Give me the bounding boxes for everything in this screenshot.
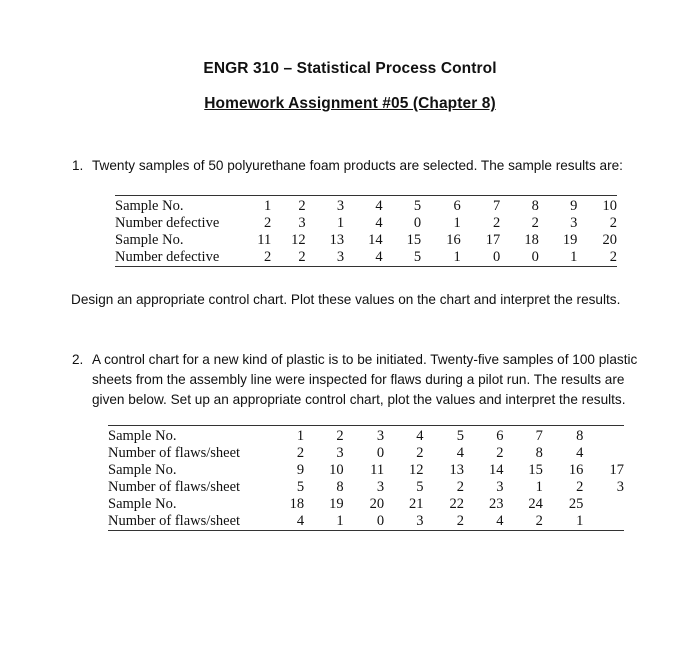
table-cell: 3: [298, 215, 306, 231]
table-cell: 19: [329, 496, 344, 512]
q2-number: 2.: [72, 352, 84, 367]
table-cell: 7: [535, 428, 543, 444]
row-label: Number of flaws/sheet: [108, 479, 241, 495]
table-cell: 2: [531, 215, 539, 231]
table-cell: 4: [576, 445, 584, 461]
table-cell: 3: [416, 513, 424, 529]
table-cell: 10: [329, 462, 344, 478]
table-cell: 4: [296, 513, 305, 529]
table-cell: [583, 496, 624, 513]
table-cell: 0: [493, 249, 501, 265]
table-cell: 20: [602, 232, 617, 248]
table-cell: 2: [263, 249, 272, 265]
table-cell: 2: [298, 249, 306, 265]
table-cell: 9: [570, 198, 578, 214]
table-cell: 17: [609, 462, 624, 478]
table-cell: [583, 445, 624, 462]
table-row: [115, 215, 617, 232]
table-cell: 15: [406, 232, 422, 248]
table-cell: 3: [616, 479, 624, 495]
table-row: [115, 196, 617, 216]
row-label: Sample No.: [115, 198, 184, 214]
q1-intro: Twenty samples of 50 polyurethane foam products are selected. The sample results are:: [92, 158, 623, 173]
table-cell: 4: [456, 445, 465, 461]
table-cell: 2: [336, 428, 344, 444]
table-cell: 5: [296, 479, 305, 495]
table-row: [108, 513, 624, 531]
table-cell: [583, 426, 624, 446]
table-cell: 15: [528, 462, 543, 478]
q1-number: 1.: [72, 158, 84, 173]
table-row: [108, 426, 624, 446]
table-row: [115, 232, 617, 249]
table-cell: 4: [375, 215, 383, 231]
table-cell: 24: [528, 496, 543, 512]
q2-data-table: [108, 425, 624, 531]
q2-line-2: sheets from the assembly line were inspected for flaws during a pilot run. The results are: [92, 372, 625, 387]
table-row: [108, 445, 624, 462]
table-cell: 4: [416, 428, 424, 444]
table-cell: 13: [449, 462, 465, 478]
table-cell: 10: [602, 198, 617, 214]
table-cell: 1: [336, 215, 345, 231]
q1-instruction: Design an appropriate control chart. Plot these values on the chart and interpret the results.: [71, 292, 621, 307]
table-cell: 23: [488, 496, 504, 512]
table-row: [108, 462, 624, 479]
table-cell: 1: [576, 513, 584, 529]
table-cell: 2: [263, 215, 272, 231]
table-cell: 4: [375, 198, 383, 214]
table-cell: 2: [493, 215, 501, 231]
table-cell: 1: [263, 198, 272, 214]
table-cell: 3: [376, 479, 385, 495]
table-cell: 0: [531, 249, 539, 265]
table-cell: 22: [449, 496, 465, 512]
table-cell: 2: [576, 479, 584, 495]
table-cell: 6: [496, 428, 504, 444]
table-row: [108, 479, 624, 496]
table-cell: 0: [413, 215, 422, 231]
table-cell: 4: [375, 249, 383, 265]
row-label: Number of flaws/sheet: [108, 445, 241, 461]
table-cell: 2: [296, 445, 305, 461]
table-cell: 1: [570, 249, 578, 265]
table-cell: 12: [291, 232, 306, 248]
table-row: [108, 496, 624, 513]
table-row: [115, 249, 617, 267]
table-cell: 2: [456, 479, 465, 495]
table-cell: 2: [298, 198, 306, 214]
table-cell: 19: [562, 232, 578, 248]
table-cell: 21: [409, 496, 424, 512]
table-cell: 5: [456, 428, 465, 444]
table-cell: 1: [453, 215, 461, 231]
table-cell: 9: [296, 462, 305, 478]
q2-line-3: given below. Set up an appropriate control chart, plot the values and interpret the results.: [92, 392, 626, 407]
table-cell: 5: [416, 479, 424, 495]
table-cell: 5: [413, 249, 422, 265]
table-cell: 2: [416, 445, 424, 461]
table-cell: 11: [257, 232, 272, 248]
table-cell: 25: [568, 496, 584, 512]
row-label: Number defective: [115, 215, 220, 231]
table-cell: 3: [336, 249, 345, 265]
table-cell: 8: [535, 445, 543, 461]
table-cell: 1: [535, 479, 543, 495]
table-cell: 14: [368, 232, 383, 248]
table-cell: 18: [524, 232, 539, 248]
table-cell: 13: [329, 232, 345, 248]
row-label: Sample No.: [115, 232, 184, 248]
table-cell: 14: [488, 462, 504, 478]
table-cell: 17: [485, 232, 501, 248]
table-cell: 2: [535, 513, 543, 529]
table-cell: 16: [568, 462, 584, 478]
table-cell: 1: [453, 249, 461, 265]
assignment-title: Homework Assignment #05 (Chapter 8): [204, 95, 496, 112]
table-cell: 8: [336, 479, 344, 495]
q1-data-table: [115, 195, 617, 267]
table-cell: 8: [576, 428, 584, 444]
table-cell: 3: [496, 479, 504, 495]
table-cell: 7: [493, 198, 501, 214]
table-cell: 1: [296, 428, 305, 444]
table-cell: 0: [376, 445, 385, 461]
table-cell: 2: [456, 513, 465, 529]
table-cell: 2: [609, 249, 617, 265]
table-cell: 1: [336, 513, 344, 529]
table-cell: 6: [453, 198, 461, 214]
table-cell: 12: [409, 462, 424, 478]
table-cell: 8: [531, 198, 539, 214]
table-cell: 18: [289, 496, 305, 512]
table-cell: 3: [570, 215, 578, 231]
table-cell: 4: [496, 513, 504, 529]
table-cell: 5: [413, 198, 422, 214]
table-cell: 2: [496, 445, 504, 461]
table-cell: 3: [336, 198, 345, 214]
row-label: Sample No.: [108, 428, 177, 444]
table-cell: 2: [609, 215, 617, 231]
table-cell: 20: [369, 496, 385, 512]
table-cell: 11: [370, 462, 385, 478]
table-cell: 3: [336, 445, 344, 461]
table-cell: 16: [446, 232, 461, 248]
row-label: Sample No.: [108, 462, 177, 478]
q2-line-1: A control chart for a new kind of plastic is to be initiated. Twenty-five samples of 100 plastic: [92, 352, 638, 367]
row-label: Number defective: [115, 249, 220, 265]
row-label: Number of flaws/sheet: [108, 513, 241, 529]
table-cell: 0: [376, 513, 385, 529]
course-title: ENGR 310 – Statistical Process Control: [203, 60, 497, 77]
row-label: Sample No.: [108, 496, 177, 512]
table-cell: [583, 513, 624, 531]
table-cell: 3: [376, 428, 385, 444]
